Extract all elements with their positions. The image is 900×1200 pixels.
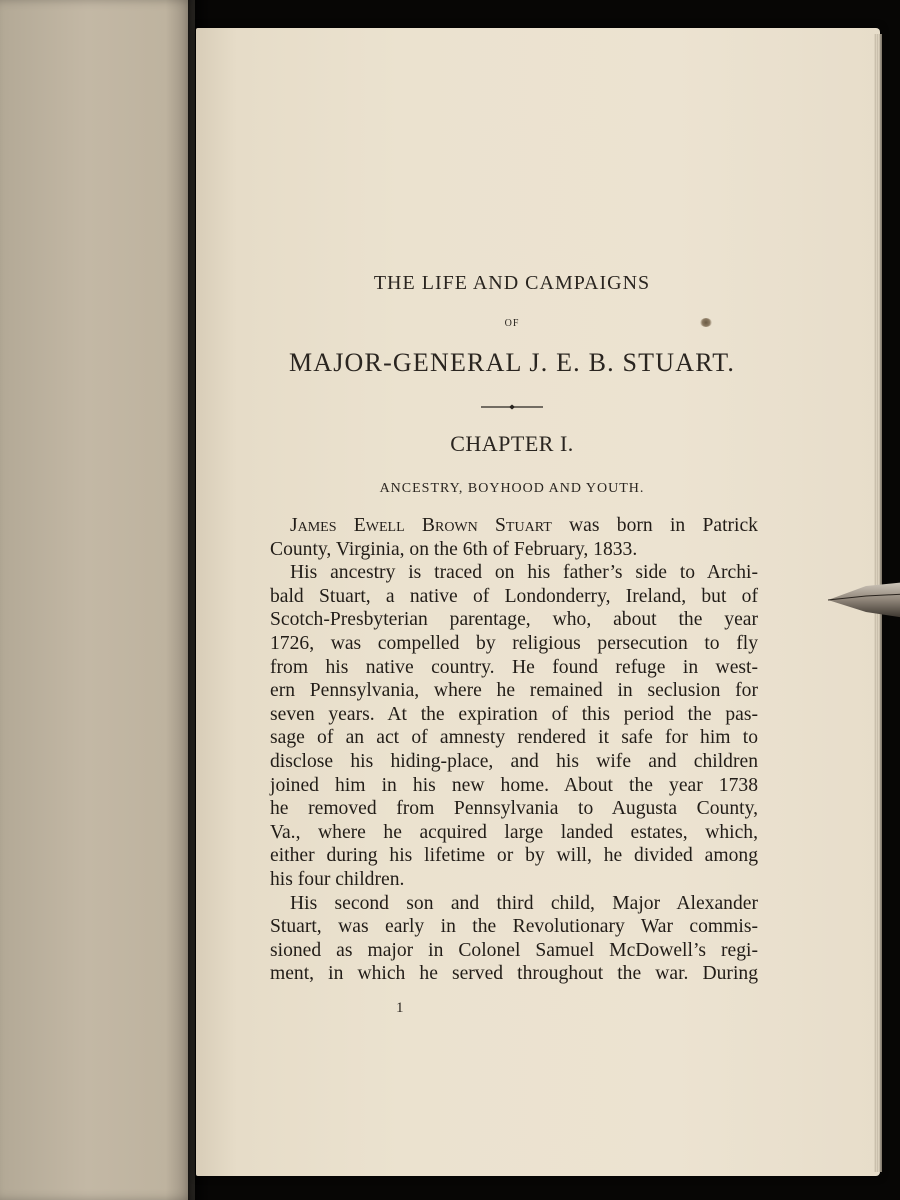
- facing-page: [0, 0, 195, 1200]
- text-line: His ancestry is traced on his father’s side to Archi-: [290, 562, 758, 584]
- text-line: his four children.: [270, 868, 405, 890]
- text-line: sage of an act of amnesty rendered it safe for him to: [270, 727, 758, 749]
- text-line: ern Pennsylvania, where he remained in seclusion for: [270, 680, 758, 702]
- text-line: Va., where he acquired large landed estates, which,: [270, 821, 758, 843]
- book-title-subject: MAJOR-GENERAL J. E. B. STUART.: [288, 348, 736, 377]
- text-line: seven years. At the expiration of this period the pas-: [270, 703, 758, 725]
- pen-tip-icon: [826, 578, 900, 622]
- book-title-line: THE LIFE AND CAMPAIGNS: [373, 272, 651, 294]
- text-line: Scotch-Presbyterian parentage, who, about the year: [270, 609, 758, 631]
- text-line: ment, in which he served throughout the war. During: [270, 963, 758, 985]
- text-line: 1726, was compelled by religious persecution to fly: [270, 632, 758, 654]
- book-title-of: OF: [504, 318, 520, 329]
- text-line: Stuart, was early in the Revolutionary War commis-: [270, 916, 758, 938]
- text-line: joined him in his new home. About the year 1738: [270, 774, 758, 796]
- text-line: His second son and third child, Major Alexander: [290, 892, 758, 914]
- text-line: from his native country. He found refuge in west-: [270, 656, 758, 678]
- chapter-subtitle: ANCESTRY, BOYHOOD AND YOUTH.: [379, 481, 645, 496]
- ornament-rule-icon: [481, 404, 543, 410]
- text-line: disclose his hiding-place, and his wife and children: [270, 750, 758, 772]
- text-line: bald Stuart, a native of Londonderry, Ireland, but of: [270, 585, 758, 607]
- text-line: either during his lifetime or by will, he divided among: [270, 845, 758, 867]
- text-line: James Ewell Brown Stuart was born in Patrick: [290, 515, 758, 536]
- text-line: County, Virginia, on the 6th of February, 1833.: [270, 538, 638, 560]
- text-line: sioned as major in Colonel Samuel McDowell’s regi-: [270, 939, 758, 961]
- chapter-heading: CHAPTER I.: [450, 431, 574, 456]
- ink-spot: [700, 318, 712, 327]
- text-line: he removed from Pennsylvania to Augusta County,: [270, 798, 758, 820]
- page-number: 1: [396, 1000, 404, 1016]
- chapter-body: [270, 514, 758, 986]
